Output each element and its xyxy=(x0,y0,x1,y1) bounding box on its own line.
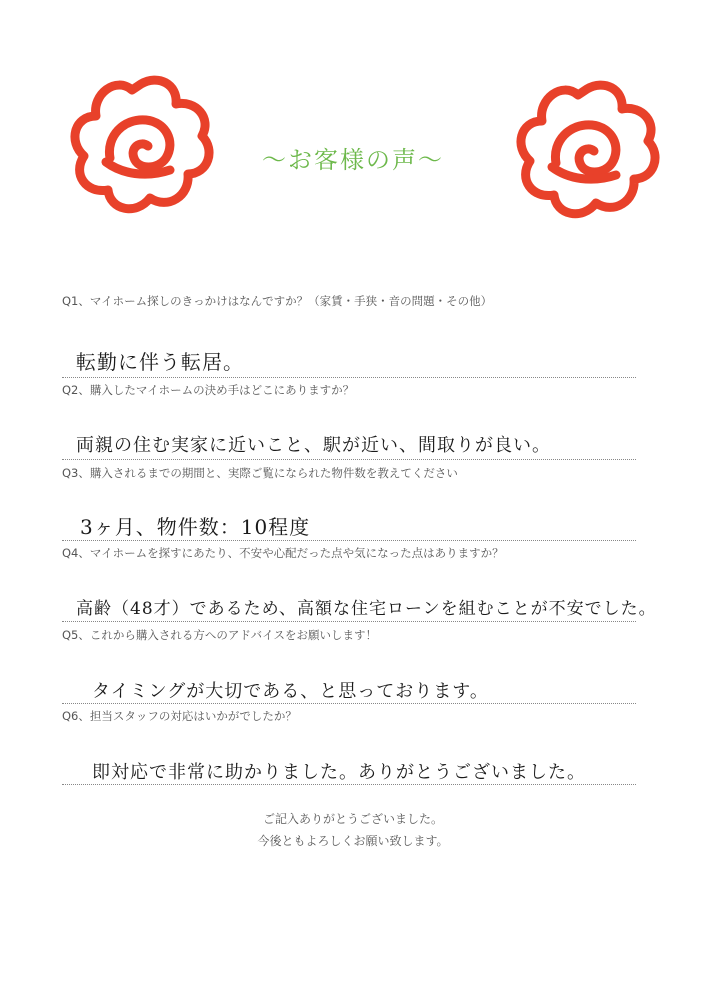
answer-2: 両親の住む実家に近いこと、駅が近い、間取りが良い。 xyxy=(76,435,551,456)
answer-4: 高齢（48才）であるため、高額な住宅ローンを組むことが不安でした。 xyxy=(76,599,657,619)
question-text: Q6、担当スタッフの対応はいかがでしたか？ xyxy=(62,709,297,723)
answer-underline xyxy=(62,784,636,785)
closing-line-1: ご記入ありがとうございました。 xyxy=(262,812,443,826)
answer-underline xyxy=(62,540,636,541)
question-text: Q4、マイホームを探すにあたり、不安や心配だった点や気になった点はありますか？ xyxy=(62,546,504,560)
question-text: Q2、購入したマイホームの決め手はどこにありますか？ xyxy=(62,383,355,397)
question-1 xyxy=(62,293,642,309)
question-text: Q1、マイホーム探しのきっかけはなんですか？（家賃・手狭・音の問題・その他） xyxy=(62,294,493,308)
answer-underline xyxy=(62,703,636,704)
question-4 xyxy=(62,545,642,561)
answer-underline xyxy=(62,621,636,622)
answer-underline xyxy=(62,459,636,460)
answer-underline xyxy=(62,377,636,378)
closing-line-2: 今後ともよろしくお願い致します。 xyxy=(257,834,449,848)
question-text: Q5、これから購入される方へのアドバイスをお願いします！ xyxy=(62,628,378,642)
question-text: Q3、購入されるまでの期間と、実際ご覧になられた物件数を教えてください xyxy=(62,466,458,480)
question-2 xyxy=(62,382,642,398)
answer-1: 転勤に伴う転居。 xyxy=(76,350,244,374)
page-title: ～お客様の声～ xyxy=(262,146,444,174)
answer-5: タイミングが大切である、と思っております。 xyxy=(92,681,489,702)
closing-message xyxy=(0,808,706,852)
answer-3: 3ヶ月、物件数：10程度 xyxy=(80,515,311,539)
question-6 xyxy=(62,708,642,724)
answer-6: 即対応で非常に助かりました。ありがとうございました。 xyxy=(92,762,586,783)
question-3 xyxy=(62,465,642,481)
question-5 xyxy=(62,627,642,643)
